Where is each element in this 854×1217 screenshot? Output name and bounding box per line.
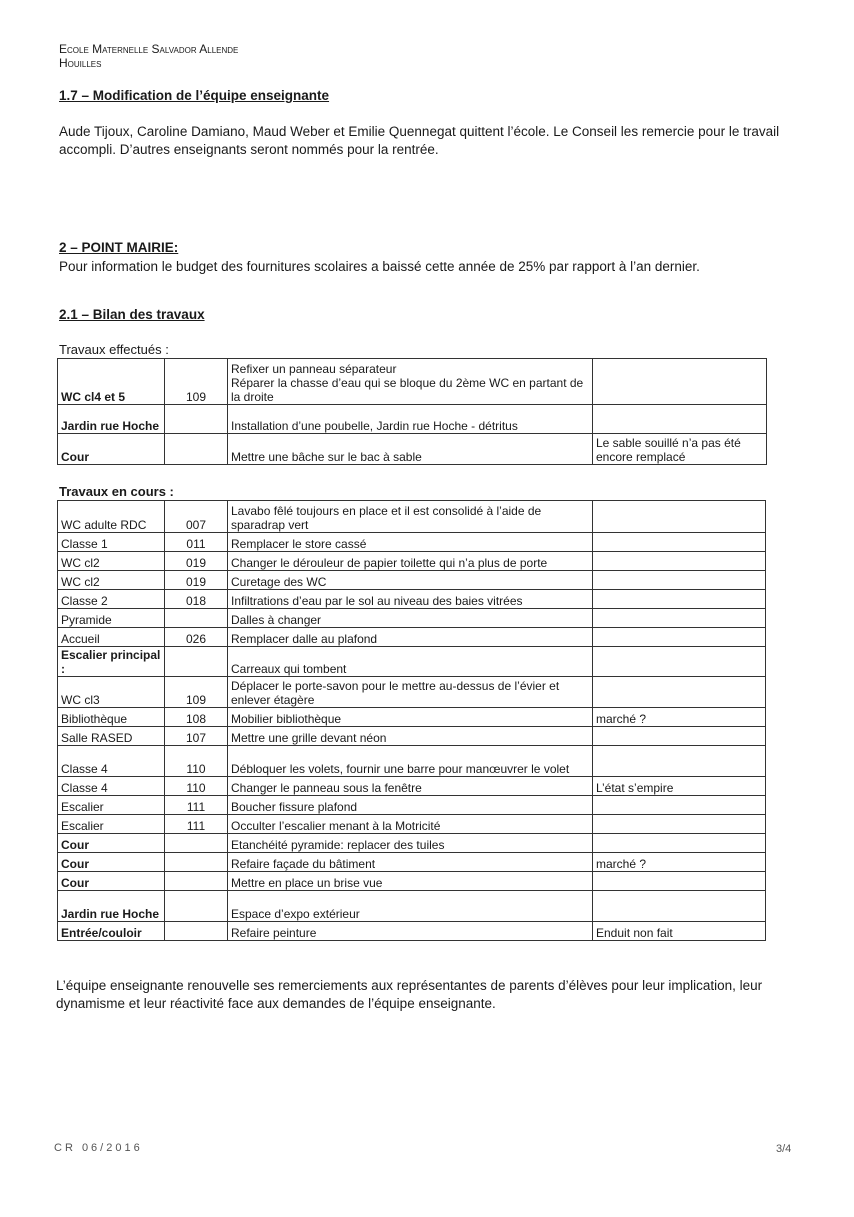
cell-place: Cour — [58, 834, 165, 853]
cell-place: Accueil — [58, 628, 165, 647]
cell-room: 019 — [165, 552, 228, 571]
cell-place: WC cl2 — [58, 552, 165, 571]
cell-task: Changer le dérouleur de papier toilette qui n’a plus de porte — [228, 552, 593, 571]
cell-task: Lavabo fêlé toujours en place et il est consolidé à l’aide de sparadrap vert — [228, 501, 593, 533]
cell-room — [165, 872, 228, 891]
table-row — [58, 609, 766, 628]
closing-paragraph: L’équipe enseignante renouvelle ses remerciements aux représentantes de parents d’élèves pour leur implication, leur dynamisme et leur réactivité face aux demandes de l’équipe enseignante. — [56, 978, 763, 1011]
table-row — [58, 571, 766, 590]
table-row — [58, 677, 766, 708]
cell-room: 019 — [165, 571, 228, 590]
cell-room: 110 — [165, 777, 228, 796]
cell-place: Cour — [58, 434, 165, 465]
cell-task: Mobilier bibliothèque — [228, 708, 593, 727]
cell-place: Classe 2 — [58, 590, 165, 609]
cell-task: Curetage des WC — [228, 571, 593, 590]
ongoing-works-caption: Travaux en cours : — [59, 484, 174, 499]
section-1-7-title: 1.7 – Modification de l’équipe enseignante — [59, 88, 330, 103]
school-city: Houilles — [59, 56, 102, 70]
table-row — [58, 872, 766, 891]
table-row — [58, 359, 767, 405]
cell-note — [593, 533, 766, 552]
cell-note: Enduit non fait — [593, 922, 766, 941]
table-row — [58, 501, 766, 533]
cell-room: 111 — [165, 815, 228, 834]
cell-task: Etanchéité pyramide: replacer des tuiles — [228, 834, 593, 853]
cell-place: Entrée/couloir — [58, 922, 165, 941]
cell-room: 109 — [165, 359, 228, 405]
section-2-title: 2 – POINT MAIRIE: — [59, 240, 179, 255]
cell-room — [165, 405, 228, 434]
cell-note — [593, 746, 766, 777]
cell-room — [165, 891, 228, 922]
cell-task: Mettre une grille devant néon — [228, 727, 593, 746]
cell-task: Refixer un panneau séparateur Réparer la chasse d’eau qui se bloque du 2ème WC en partant de la droite — [228, 359, 593, 405]
cell-task: Dalles à changer — [228, 609, 593, 628]
cell-room: 026 — [165, 628, 228, 647]
cell-note — [593, 677, 766, 708]
cell-task: Installation d’une poubelle, Jardin rue Hoche - détritus — [228, 405, 593, 434]
table-row — [58, 590, 766, 609]
cell-task: Espace d’expo extérieur — [228, 891, 593, 922]
table-row — [58, 891, 766, 922]
cell-room — [165, 834, 228, 853]
school-header — [59, 42, 238, 70]
footer-reference: CR 06/2016 — [54, 1142, 143, 1154]
cell-note — [593, 872, 766, 891]
cell-note: Le sable souillé n’a pas été encore remplacé — [593, 434, 767, 465]
section-2-text: Pour information le budget des fournitures scolaires a baissé cette année de 25% par rapport à l’an dernier. — [59, 259, 700, 274]
cell-place: WC cl4 et 5 — [58, 359, 165, 405]
cell-task: Infiltrations d’eau par le sol au niveau des baies vitrées — [228, 590, 593, 609]
table-row — [58, 708, 766, 727]
cell-note — [593, 501, 766, 533]
cell-task: Changer le panneau sous la fenêtre — [228, 777, 593, 796]
cell-place: Jardin rue Hoche — [58, 405, 165, 434]
cell-place: Cour — [58, 853, 165, 872]
cell-room: 109 — [165, 677, 228, 708]
cell-place: Classe 4 — [58, 746, 165, 777]
cell-note — [593, 727, 766, 746]
cell-room: 107 — [165, 727, 228, 746]
done-works-caption: Travaux effectués : — [59, 342, 169, 357]
cell-task: Déplacer le porte-savon pour le mettre au-dessus de l’évier et enlever étagère — [228, 677, 593, 708]
cell-note — [593, 552, 766, 571]
cell-room — [165, 853, 228, 872]
cell-note — [593, 796, 766, 815]
cell-room: 007 — [165, 501, 228, 533]
cell-place: WC adulte RDC — [58, 501, 165, 533]
cell-note: marché ? — [593, 708, 766, 727]
cell-place: Salle RASED — [58, 727, 165, 746]
cell-room — [165, 609, 228, 628]
section-1-7-text: Aude Tijoux, Caroline Damiano, Maud Weber et Emilie Quennegat quittent l’école. Le Conseil les remercie pour le travail accompli. D’autres enseignants seront nommés pour la rentrée. — [59, 124, 780, 157]
cell-task: Remplacer le store cassé — [228, 533, 593, 552]
cell-note — [593, 647, 766, 677]
cell-note — [593, 815, 766, 834]
cell-task: Refaire peinture — [228, 922, 593, 941]
cell-note — [593, 359, 767, 405]
cell-task: Débloquer les volets, fournir une barre pour manœuvrer le volet — [228, 746, 593, 777]
cell-note — [593, 590, 766, 609]
done-works-table — [57, 358, 767, 465]
table-row — [58, 628, 766, 647]
table-row — [58, 434, 767, 465]
cell-note — [593, 834, 766, 853]
cell-place: Jardin rue Hoche — [58, 891, 165, 922]
cell-task: Refaire façade du bâtiment — [228, 853, 593, 872]
cell-place: Escalier — [58, 796, 165, 815]
table-row — [58, 533, 766, 552]
table-row — [58, 796, 766, 815]
table-row — [58, 552, 766, 571]
cell-place: Pyramide — [58, 609, 165, 628]
cell-place: WC cl2 — [58, 571, 165, 590]
cell-room — [165, 434, 228, 465]
cell-place: Escalier — [58, 815, 165, 834]
table-row — [58, 815, 766, 834]
footer-page-number: 3/4 — [776, 1143, 792, 1155]
cell-room — [165, 922, 228, 941]
cell-note: L’état s’empire — [593, 777, 766, 796]
cell-room: 011 — [165, 533, 228, 552]
table-row — [58, 834, 766, 853]
cell-room: 110 — [165, 746, 228, 777]
table-row — [58, 647, 766, 677]
cell-task: Mettre en place un brise vue — [228, 872, 593, 891]
cell-task: Mettre une bâche sur le bac à sable — [228, 434, 593, 465]
cell-room: 111 — [165, 796, 228, 815]
cell-room — [165, 647, 228, 677]
table-row — [58, 922, 766, 941]
ongoing-works-table — [57, 500, 766, 941]
cell-task: Remplacer dalle au plafond — [228, 628, 593, 647]
table-row — [58, 853, 766, 872]
cell-note — [593, 609, 766, 628]
cell-place: Bibliothèque — [58, 708, 165, 727]
table-row — [58, 727, 766, 746]
school-name: Ecole Maternelle Salvador Allende — [59, 42, 239, 56]
table-row — [58, 746, 766, 777]
table-row — [58, 405, 767, 434]
table-row — [58, 777, 766, 796]
cell-room: 018 — [165, 590, 228, 609]
cell-task: Occulter l’escalier menant à la Motricité — [228, 815, 593, 834]
cell-place: WC cl3 — [58, 677, 165, 708]
cell-place: Cour — [58, 872, 165, 891]
cell-note — [593, 571, 766, 590]
cell-note: marché ? — [593, 853, 766, 872]
section-2-1-title: 2.1 – Bilan des travaux — [59, 307, 205, 322]
cell-place: Classe 1 — [58, 533, 165, 552]
cell-note — [593, 891, 766, 922]
cell-place: Classe 4 — [58, 777, 165, 796]
cell-room: 108 — [165, 708, 228, 727]
cell-task: Carreaux qui tombent — [228, 647, 593, 677]
cell-task: Boucher fissure plafond — [228, 796, 593, 815]
cell-note — [593, 405, 767, 434]
cell-place: Escalier principal : — [58, 647, 165, 677]
cell-note — [593, 628, 766, 647]
